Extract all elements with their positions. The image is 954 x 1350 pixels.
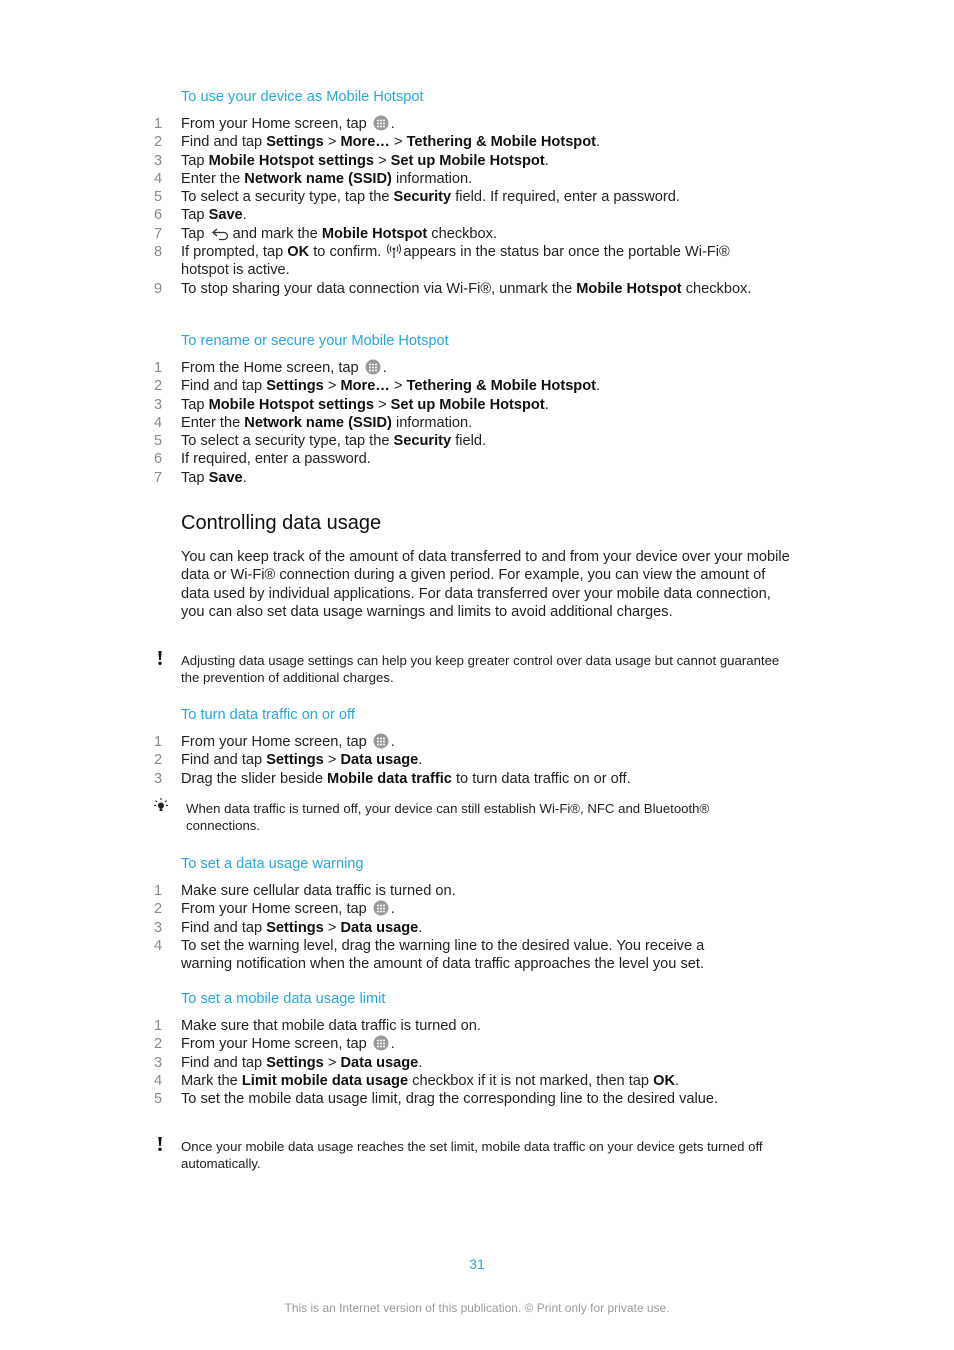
apps-grid-icon (373, 1035, 389, 1051)
warning-exclamation-icon (155, 650, 165, 666)
intro-paragraph: You can keep track of the amount of data transferred to and from your device over your mobile data or Wi-Fi® connection during a given period. For example, you can view the amount of data used by individual applications. For data transferred over your mobile data connection, you can also set data usage warnings and limits to avoid additional charges. (181, 549, 790, 621)
apps-grid-icon (373, 733, 389, 749)
footer-notice: This is an Internet version of this publication. © Print only for private use. (284, 1301, 670, 1315)
apps-grid-icon (365, 359, 381, 375)
section-heading-use-hotspot: To use your device as Mobile Hotspot (181, 89, 424, 105)
note-data-usage: Adjusting data usage settings can help you keep greater control over data usage but cannot guarantee the prevention of additional charges. (181, 653, 780, 685)
back-arrow-icon (211, 227, 231, 241)
section-heading-data-traffic: To turn data traffic on or off (181, 707, 355, 723)
hotspot-icon (387, 243, 401, 259)
note-usage-limit: Once your mobile data usage reaches the set limit, mobile data traffic on your device gets turned off automatically. (181, 1139, 763, 1171)
page-number: 31 (469, 1256, 485, 1272)
apps-grid-icon (373, 115, 389, 131)
section-heading-rename-hotspot: To rename or secure your Mobile Hotspot (181, 333, 449, 349)
tip-data-traffic: When data traffic is turned off, your device can still establish Wi-Fi®, NFC and Bluetooth® connections. (186, 801, 710, 833)
section-heading-usage-warning: To set a data usage warning (181, 856, 364, 872)
section-heading-usage-limit: To set a mobile data usage limit (181, 991, 386, 1007)
section-title-controlling-data-usage: Controlling data usage (181, 512, 382, 534)
apps-grid-icon (373, 900, 389, 916)
lightbulb-tip-icon (153, 797, 169, 813)
warning-exclamation-icon (155, 1136, 165, 1152)
